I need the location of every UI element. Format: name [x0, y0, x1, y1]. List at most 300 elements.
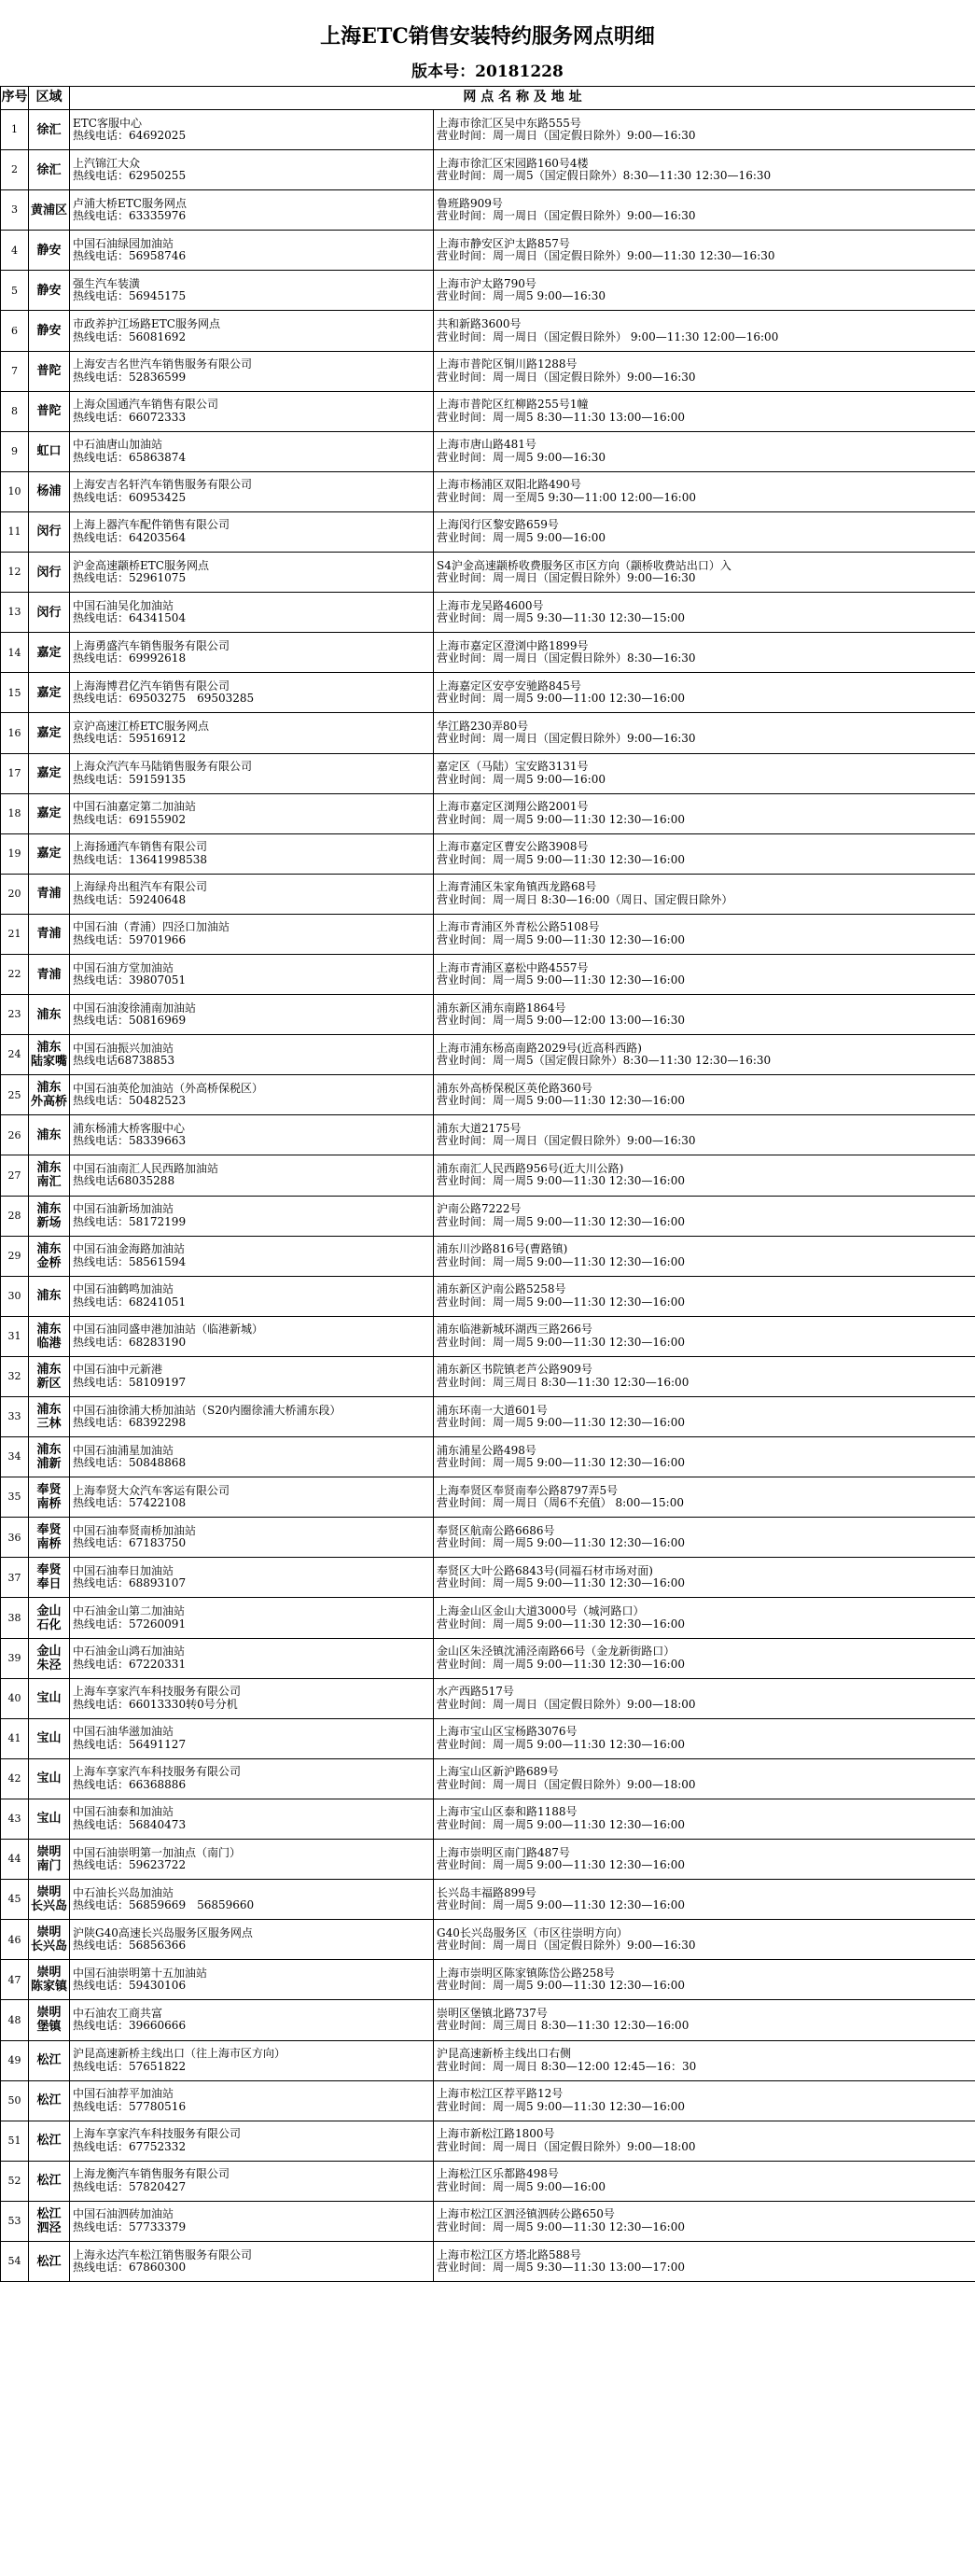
row-area	[29, 311, 70, 351]
row-area	[29, 1075, 70, 1115]
outlet-name: 中石油金山第二加油站	[73, 1604, 186, 1618]
row-area	[29, 2121, 70, 2161]
row-area	[29, 874, 70, 914]
outlet-hours: 营业时间：周一周5 9:00—11:30 12:30—16:00	[437, 812, 685, 826]
outlet-phone: 热线电话：58109197	[73, 1375, 187, 1389]
outlet-hours: 营业时间：周一周5 9:00—16:00	[437, 772, 606, 786]
table-row	[1, 753, 975, 793]
row-name-cell	[70, 1196, 434, 1236]
row-name-cell	[70, 2000, 434, 2040]
outlet-hours: 营业时间：周一周5（国定假日除外）8:30—11:30 12:30—16:30	[437, 169, 772, 183]
row-name-cell	[70, 1638, 434, 1678]
outlet-phone: 热线电话：68392298	[73, 1416, 187, 1430]
row-name-cell	[70, 753, 434, 793]
area-label: 虹口	[36, 444, 62, 459]
row-address-cell	[434, 1075, 975, 1115]
outlet-name: 上海奉贤大众汽车客运有限公司	[73, 1483, 230, 1497]
row-address-cell	[434, 190, 975, 231]
outlet-address: 沪昆高速新桥主线出口右侧	[437, 2047, 572, 2061]
outlet-hours: 营业时间：周一周5 9:00—11:30 12:30—16:00	[437, 1254, 685, 1268]
outlet-name: 上海永达汽车松江销售服务有限公司	[73, 2247, 253, 2261]
row-area	[29, 954, 70, 994]
row-name-cell	[70, 1758, 434, 1799]
row-number: 54	[1, 2241, 29, 2281]
table-row	[1, 713, 975, 753]
row-address-cell	[434, 1236, 975, 1276]
row-name-cell	[70, 231, 434, 271]
outlet-hours: 营业时间：周一周日（周6不充值） 8:00—15:00	[437, 1496, 684, 1510]
service-point-table	[0, 86, 975, 2282]
outlet-phone: 热线电话：66072333	[73, 410, 187, 424]
outlet-phone: 热线电话：69155902	[73, 812, 187, 826]
table-row	[1, 833, 975, 874]
area-label: 浦东 外高桥	[30, 1081, 67, 1110]
outlet-hours: 营业时间：周一周日（国定假日除外）9:00—16:30	[437, 571, 696, 585]
row-area	[29, 673, 70, 713]
row-address-cell	[434, 2121, 975, 2161]
row-area	[29, 1196, 70, 1236]
outlet-name: 中国石油金海路加油站	[73, 1242, 186, 1256]
table-row	[1, 633, 975, 673]
outlet-phone: 热线电话：56859669 56859660	[73, 1898, 255, 1912]
table-row	[1, 1155, 975, 1196]
row-number: 19	[1, 833, 29, 874]
outlet-phone: 热线电话68035288	[73, 1174, 175, 1188]
row-area	[29, 1880, 70, 1920]
row-address-cell	[434, 553, 975, 593]
outlet-name: 中国石油徐浦大桥加油站（S20内圈徐浦大桥浦东段）	[73, 1403, 341, 1417]
area-label: 浦东 新区	[36, 1362, 62, 1391]
row-name-cell	[70, 351, 434, 391]
row-address-cell	[434, 2000, 975, 2040]
row-address-cell	[434, 231, 975, 271]
row-area	[29, 1920, 70, 1960]
outlet-phone: 热线电话：52836599	[73, 370, 187, 384]
outlet-hours: 营业时间：周一周日（国定假日除外）9:00—18:00	[437, 1777, 696, 1791]
row-number: 35	[1, 1477, 29, 1518]
outlet-name: 中国石油泰和加油站	[73, 1805, 174, 1819]
table-row	[1, 1598, 975, 1638]
row-address-cell	[434, 1960, 975, 2000]
row-number: 33	[1, 1397, 29, 1437]
row-number: 17	[1, 753, 29, 793]
row-address-cell	[434, 1758, 975, 1799]
outlet-address: 上海松江区乐都路498号	[437, 2167, 559, 2181]
row-number: 44	[1, 1840, 29, 1880]
area-label: 宝山	[36, 1812, 62, 1827]
outlet-phone: 热线电话：56491127	[73, 1737, 187, 1751]
outlet-address: 水产西路517号	[437, 1685, 514, 1699]
table-row	[1, 150, 975, 190]
table-row	[1, 1880, 975, 1920]
row-number: 5	[1, 271, 29, 311]
outlet-hours: 营业时间：周三周日 8:30—11:30 12:30—16:00	[437, 2019, 689, 2033]
row-number: 25	[1, 1075, 29, 1115]
row-number: 6	[1, 311, 29, 351]
row-name-cell	[70, 1035, 434, 1075]
area-label: 奉贤 南桥	[36, 1523, 62, 1552]
row-number: 7	[1, 351, 29, 391]
row-area	[29, 1155, 70, 1196]
area-label: 嘉定	[36, 806, 62, 821]
outlet-address: 上海市宝山区宝杨路3076号	[437, 1725, 578, 1739]
row-number: 12	[1, 553, 29, 593]
row-name-cell	[70, 1799, 434, 1839]
row-area	[29, 1035, 70, 1075]
document-title: 上海ETC销售安装特约服务网点明细	[320, 24, 655, 49]
outlet-phone: 热线电话：64692025	[73, 129, 187, 143]
table-row	[1, 2201, 975, 2241]
outlet-address: 上海金山区金山大道3000号（城河路口）	[437, 1604, 645, 1618]
outlet-phone: 热线电话：56856366	[73, 1939, 187, 1953]
outlet-phone: 热线电话：56840473	[73, 1817, 187, 1831]
outlet-phone: 热线电话：60953425	[73, 490, 187, 504]
row-name-cell	[70, 391, 434, 431]
row-name-cell	[70, 995, 434, 1035]
area-label: 奉贤 南桥	[36, 1483, 62, 1512]
row-address-cell	[434, 1718, 975, 1758]
outlet-name: 浦东杨浦大桥客服中心	[73, 1121, 186, 1135]
outlet-hours: 营业时间：周三周日 8:30—11:30 12:30—16:00	[437, 1375, 689, 1389]
row-number: 11	[1, 511, 29, 552]
row-number: 48	[1, 2000, 29, 2040]
outlet-hours: 营业时间：周一周5（国定假日除外）8:30—11:30 12:30—16:30	[437, 1054, 772, 1068]
row-address-cell	[434, 150, 975, 190]
row-name-cell	[70, 1356, 434, 1396]
row-address-cell	[434, 954, 975, 994]
outlet-name: 上海车享家汽车科技服务有限公司	[73, 1765, 242, 1779]
table-row	[1, 431, 975, 471]
row-area	[29, 1356, 70, 1396]
area-label: 青浦	[36, 887, 62, 902]
row-address-cell	[434, 833, 975, 874]
outlet-name: 上海安吉名轩汽车销售服务有限公司	[73, 478, 253, 492]
outlet-address: 华江路230弄80号	[437, 719, 529, 733]
area-label: 奉贤 奉日	[36, 1563, 62, 1592]
table-row	[1, 995, 975, 1035]
row-area	[29, 190, 70, 231]
row-number: 21	[1, 914, 29, 954]
outlet-phone: 热线电话：69503275 69503285	[73, 692, 255, 706]
outlet-name: 沪昆高速新桥主线出口（往上海市区方向）	[73, 2047, 286, 2061]
area-label: 青浦	[36, 967, 62, 982]
outlet-name: 中国石油泗砖加油站	[73, 2207, 174, 2221]
area-label: 浦东 临港	[36, 1322, 62, 1351]
outlet-hours: 营业时间：周一周5 9:00—11:30 12:30—16:00	[437, 1979, 685, 1993]
outlet-hours: 营业时间：周一周5 9:00—11:30 12:30—16:00	[437, 1174, 685, 1188]
row-name-cell	[70, 713, 434, 753]
outlet-hours: 营业时间：周一周日（国定假日除外）9:00—11:30 12:30—16:30	[437, 249, 775, 263]
row-name-cell	[70, 1397, 434, 1437]
row-address-cell	[434, 1437, 975, 1477]
row-number: 38	[1, 1598, 29, 1638]
row-number: 39	[1, 1638, 29, 1678]
table-row	[1, 874, 975, 914]
table-row	[1, 1558, 975, 1598]
outlet-phone: 热线电话：39660666	[73, 2019, 187, 2033]
area-label: 徐汇	[36, 162, 62, 177]
outlet-hours: 营业时间：周一至周5 9:30—11:00 12:00—16:00	[437, 490, 696, 504]
outlet-phone: 热线电话：57422108	[73, 1496, 187, 1510]
outlet-hours: 营业时间：周一周日（国定假日除外）9:00—16:30	[437, 1939, 696, 1953]
table-row	[1, 311, 975, 351]
outlet-name: 中国石油浚徐浦南加油站	[73, 1001, 197, 1015]
row-name-cell	[70, 2080, 434, 2121]
row-number: 50	[1, 2080, 29, 2121]
outlet-hours: 营业时间：周一周日（国定假日除外）9:00—16:30	[437, 1134, 696, 1148]
row-area	[29, 833, 70, 874]
row-name-cell	[70, 311, 434, 351]
row-address-cell	[434, 1196, 975, 1236]
outlet-address: 上海市崇明区南门路487号	[437, 1845, 570, 1859]
outlet-name: 上海车享家汽车科技服务有限公司	[73, 1685, 242, 1699]
table-row	[1, 553, 975, 593]
outlet-hours: 营业时间：周一周日（国定假日除外）9:00—18:00	[437, 2139, 696, 2153]
outlet-name: 上汽锦江大众	[73, 156, 141, 170]
outlet-address: 上海市唐山路481号	[437, 438, 536, 452]
outlet-hours: 营业时间：周一周5 9:00—11:30 12:30—16:00	[437, 1858, 685, 1872]
outlet-phone: 热线电话：50816969	[73, 1014, 187, 1028]
outlet-address: 上海市宝山区泰和路1188号	[437, 1805, 578, 1819]
row-name-cell	[70, 110, 434, 150]
outlet-name: 中国石油南汇人民西路加油站	[73, 1161, 219, 1175]
table-row	[1, 1276, 975, 1316]
row-address-cell	[434, 593, 975, 633]
table-row	[1, 793, 975, 833]
area-label: 黄浦区	[30, 203, 67, 217]
outlet-address: 上海市新松江路1800号	[437, 2127, 555, 2141]
row-area	[29, 1316, 70, 1356]
row-number: 37	[1, 1558, 29, 1598]
table-row	[1, 593, 975, 633]
row-number: 36	[1, 1518, 29, 1558]
outlet-hours: 营业时间：周一周5 9:00—16:00	[437, 2179, 606, 2193]
row-name-cell	[70, 954, 434, 994]
outlet-name: 中石油农工商共富	[73, 2006, 163, 2020]
area-label: 浦东 新场	[36, 1201, 62, 1230]
row-address-cell	[434, 1598, 975, 1638]
row-address-cell	[434, 1356, 975, 1396]
row-name-cell	[70, 1598, 434, 1638]
outlet-hours: 营业时间：周一周5 9:00—11:30 12:30—16:00	[437, 1657, 685, 1671]
row-address-cell	[434, 2241, 975, 2281]
outlet-phone: 热线电话：57780516	[73, 2099, 187, 2113]
area-label: 浦东	[36, 1127, 62, 1142]
table-row	[1, 1718, 975, 1758]
area-label: 宝山	[36, 1691, 62, 1706]
outlet-hours: 营业时间：周一周5 9:00—11:30 12:30—16:00	[437, 1295, 685, 1309]
row-name-cell	[70, 2121, 434, 2161]
area-label: 闵行	[36, 605, 62, 620]
row-number: 23	[1, 995, 29, 1035]
row-name-cell	[70, 1960, 434, 2000]
header-detail: 网 点 名 称 及 地 址	[70, 87, 975, 110]
outlet-hours: 营业时间：周一周5 9:00—11:30 12:30—16:00	[437, 973, 685, 987]
row-area	[29, 1718, 70, 1758]
outlet-address: 浦东新区沪南公路5258号	[437, 1282, 566, 1296]
area-label: 浦东	[36, 1289, 62, 1304]
row-area	[29, 914, 70, 954]
row-address-cell	[434, 311, 975, 351]
row-address-cell	[434, 431, 975, 471]
table-row	[1, 511, 975, 552]
outlet-address: 浦东环南一大道601号	[437, 1403, 548, 1417]
outlet-address: 鲁班路909号	[437, 196, 503, 210]
area-label: 闵行	[36, 565, 62, 580]
outlet-name: 中石油金山鸿石加油站	[73, 1645, 186, 1659]
outlet-hours: 营业时间：周一周日 8:30—16:00（周日、国定假日除外）	[437, 892, 733, 906]
outlet-hours: 营业时间：周一周5 9:30—11:30 13:00—17:00	[437, 2261, 685, 2275]
row-address-cell	[434, 1840, 975, 1880]
outlet-hours: 营业时间：周一周5 9:00—16:00	[437, 530, 606, 544]
row-number: 26	[1, 1115, 29, 1155]
outlet-phone: 热线电话：58561594	[73, 1254, 187, 1268]
row-address-cell	[434, 633, 975, 673]
table-row	[1, 914, 975, 954]
outlet-address: 上海市松江区方塔北路588号	[437, 2247, 581, 2261]
row-number: 31	[1, 1316, 29, 1356]
outlet-hours: 营业时间：周一周5 9:00—11:30 12:30—16:00	[437, 1456, 685, 1470]
area-label: 青浦	[36, 927, 62, 942]
table-row	[1, 1316, 975, 1356]
area-label: 徐汇	[36, 122, 62, 137]
row-area	[29, 391, 70, 431]
outlet-hours: 营业时间：周一周日（国定假日除外）9:00—16:30	[437, 209, 696, 223]
row-address-cell	[434, 753, 975, 793]
outlet-phone: 热线电话：66013330转0号分机	[73, 1697, 238, 1711]
row-area	[29, 1678, 70, 1718]
outlet-name: 中国石油（青浦）四泾口加油站	[73, 920, 230, 934]
outlet-address: 浦东大道2175号	[437, 1121, 522, 1135]
outlet-phone: 热线电话：57733379	[73, 2219, 187, 2233]
outlet-hours: 营业时间：周一周5 9:00—12:00 13:00—16:30	[437, 1014, 685, 1028]
table-row	[1, 1678, 975, 1718]
row-name-cell	[70, 1518, 434, 1558]
row-area	[29, 1276, 70, 1316]
table-row	[1, 1236, 975, 1276]
outlet-address: 长兴岛丰福路899号	[437, 1885, 536, 1899]
outlet-phone: 热线电话：64341504	[73, 611, 187, 625]
table-row	[1, 1840, 975, 1880]
area-label: 松江	[36, 2254, 62, 2269]
outlet-phone: 热线电话：58172199	[73, 1214, 187, 1228]
outlet-hours: 营业时间：周一周5 9:00—11:30 12:30—16:00	[437, 1617, 685, 1631]
table-row	[1, 1799, 975, 1839]
outlet-address: 上海市徐汇区吴中东路555号	[437, 116, 581, 130]
area-label: 崇明 陈家镇	[30, 1966, 67, 1995]
row-name-cell	[70, 553, 434, 593]
outlet-address: S4沪金高速颛桥收费服务区市区方向（颛桥收费站出口）入	[437, 558, 731, 572]
area-label: 浦东	[36, 1007, 62, 1022]
row-area	[29, 431, 70, 471]
row-area	[29, 471, 70, 511]
outlet-address: 浦东外高桥保税区英伦路360号	[437, 1081, 592, 1095]
outlet-name: 中国石油嘉定第二加油站	[73, 800, 197, 814]
row-number: 52	[1, 2161, 29, 2201]
row-name-cell	[70, 271, 434, 311]
row-number: 47	[1, 1960, 29, 2000]
outlet-address: 浦东临港新城环湖西三路266号	[437, 1323, 592, 1337]
outlet-address: 上海市嘉定区澄浏中路1899号	[437, 638, 589, 652]
row-address-cell	[434, 1518, 975, 1558]
row-area	[29, 2000, 70, 2040]
row-number: 30	[1, 1276, 29, 1316]
outlet-hours: 营业时间：周一周日（国定假日除外）9:00—16:30	[437, 129, 696, 143]
row-name-cell	[70, 1880, 434, 1920]
row-name-cell	[70, 1155, 434, 1196]
area-label: 嘉定	[36, 766, 62, 781]
outlet-hours: 营业时间：周一周日（国定假日除外）9:00—18:00	[437, 1697, 696, 1711]
outlet-address: 奉贤区航南公路6686号	[437, 1523, 555, 1537]
outlet-hours: 营业时间：周一周5 9:00—16:30	[437, 450, 606, 464]
outlet-name: 中国石油绿园加油站	[73, 236, 174, 250]
area-label: 松江	[36, 2174, 62, 2189]
area-label: 嘉定	[36, 725, 62, 740]
outlet-address: 崇明区堡镇北路737号	[437, 2006, 548, 2020]
row-area	[29, 793, 70, 833]
outlet-phone: 热线电话：59240648	[73, 892, 187, 906]
outlet-address: 金山区朱泾镇沈浦泾南路66号（金龙新街路口）	[437, 1645, 676, 1659]
area-label: 闵行	[36, 525, 62, 539]
outlet-phone: 热线电话：50482523	[73, 1094, 187, 1108]
outlet-name: 中国石油崇明第十五加油站	[73, 1966, 208, 1980]
outlet-name: 中国石油华滋加油站	[73, 1725, 174, 1739]
outlet-phone: 热线电话：68893107	[73, 1576, 187, 1590]
outlet-hours: 营业时间：周一周日（国定假日除外）9:00—16:30	[437, 370, 696, 384]
row-area	[29, 1799, 70, 1839]
row-address-cell	[434, 1638, 975, 1678]
row-number: 14	[1, 633, 29, 673]
row-area	[29, 2201, 70, 2241]
area-label: 浦东 三林	[36, 1403, 62, 1432]
outlet-phone: 热线电话：62950255	[73, 169, 187, 183]
row-number: 18	[1, 793, 29, 833]
table-row	[1, 2080, 975, 2121]
row-name-cell	[70, 593, 434, 633]
outlet-hours: 营业时间：周一周5 9:00—11:30 12:30—16:00	[437, 1094, 685, 1108]
outlet-address: 上海市杨浦区双阳北路490号	[437, 478, 581, 492]
row-address-cell	[434, 1477, 975, 1518]
outlet-name: 上海安吉名世汽车销售服务有限公司	[73, 357, 253, 371]
outlet-address: 上海青浦区朱家角镇西龙路68号	[437, 880, 597, 894]
outlet-phone: 热线电话：59516912	[73, 732, 187, 746]
row-area	[29, 2161, 70, 2201]
row-name-cell	[70, 874, 434, 914]
outlet-phone: 热线电话：67860300	[73, 2261, 187, 2275]
outlet-hours: 营业时间：周一周5 9:00—11:30 12:30—16:00	[437, 1817, 685, 1831]
outlet-address: 上海市崇明区陈家镇陈岱公路258号	[437, 1966, 615, 1980]
table-row	[1, 1960, 975, 2000]
outlet-address: 上海市青浦区嘉松中路4557号	[437, 960, 589, 974]
table-row	[1, 271, 975, 311]
outlet-phone: 热线电话：67220331	[73, 1657, 187, 1671]
row-name-cell	[70, 2161, 434, 2201]
outlet-address: 沪南公路7222号	[437, 1202, 522, 1216]
outlet-hours: 营业时间：周一周5 9:00—11:30 12:30—16:00	[437, 1335, 685, 1349]
row-name-cell	[70, 1678, 434, 1718]
row-number: 51	[1, 2121, 29, 2161]
table-row	[1, 110, 975, 150]
outlet-address: 上海宝山区新沪路689号	[437, 1765, 559, 1779]
outlet-name: 强生汽车装潢	[73, 276, 141, 290]
table-row	[1, 1356, 975, 1396]
outlet-name: 中国石油崇明第一加油点（南门）	[73, 1845, 242, 1859]
area-label: 崇明 长兴岛	[30, 1885, 67, 1914]
outlet-phone: 热线电话：67752332	[73, 2139, 187, 2153]
outlet-hours: 营业时间：周一周5 8:30—11:30 13:00—16:00	[437, 410, 685, 424]
outlet-name: 中国石油英伦加油站（外高桥保税区）	[73, 1081, 264, 1095]
row-area	[29, 511, 70, 552]
